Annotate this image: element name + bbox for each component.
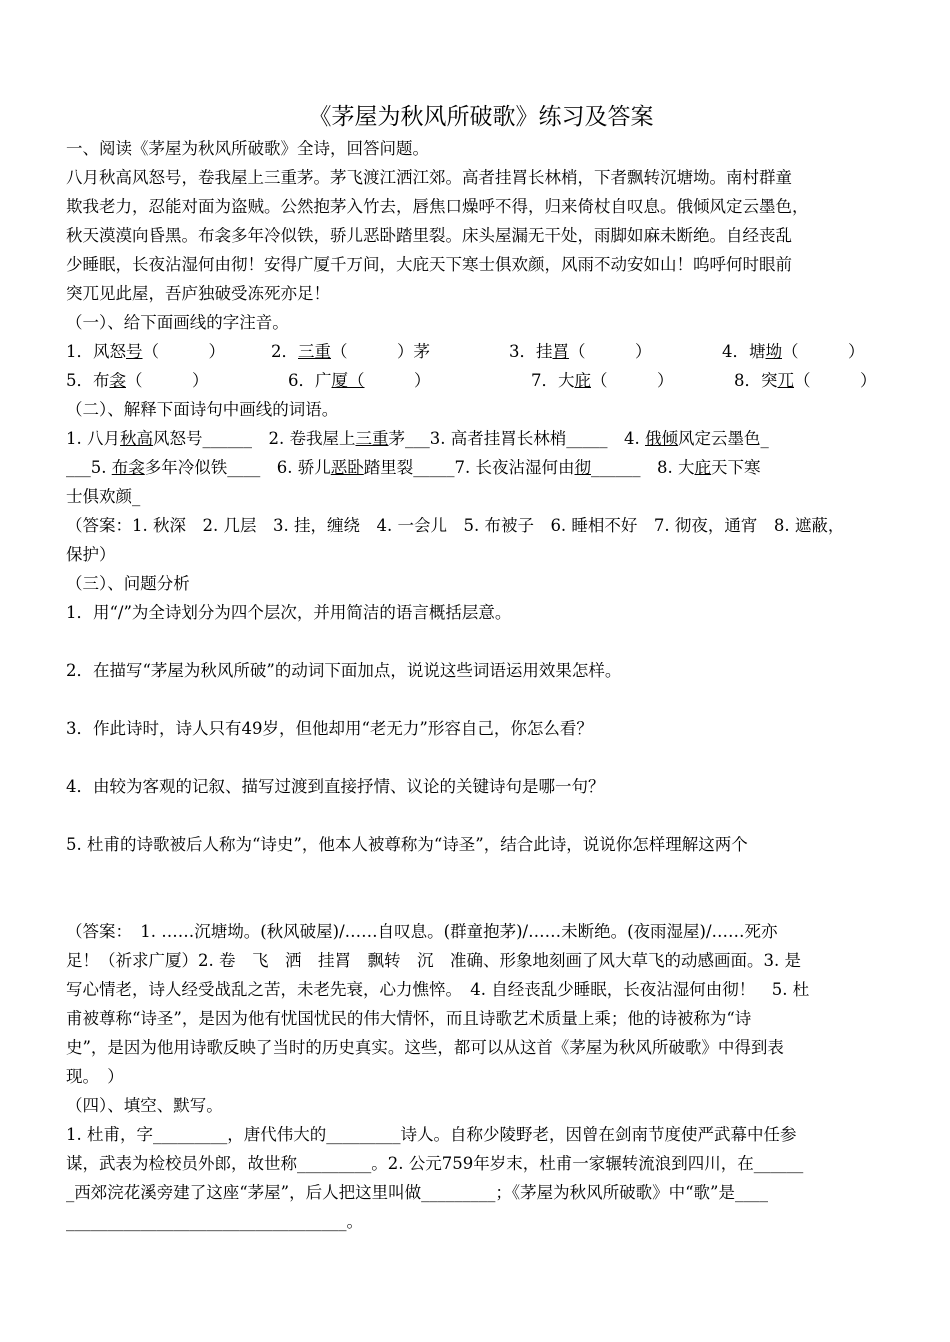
answer-text: 史”，是因为他用诗歌反映了当时的历史真实。这些，都可以从这首《茅屋为秋风所破歌》中得到表 [66,1038,784,1057]
question-text: 4．塘 [722,342,766,361]
underlined-word: 庇 [694,458,711,477]
fill-line[interactable]: 谋，武表为检校员外郎，故世称_________。2. 公元759年岁末，杜甫一家辗转流浪到四川，在______ [66,1154,804,1173]
fill-line[interactable]: 1. 杜甫，字_________，唐代伟大的_________诗人。自称少陵野老，因曾在剑南节度使严武幕中任参 [66,1125,797,1144]
answer-text: （答案： 1. ……沉塘坳。(秋风破屋)/……自叹息。(群童抱茅)/……未断绝。(夜雨湿屋)/……死亦 [66,922,778,941]
answer-text: 保护） [66,545,116,564]
answer-text: 现。 ） [66,1067,124,1086]
answer-space[interactable] [66,859,896,917]
answer-blank[interactable]: （ ） [126,371,209,390]
answer-blank[interactable]: 茅___ [388,429,430,448]
poem-line: 欺我老力，忍能对面为盗贼。公然抱茅入竹去，唇焦口燥呼不得，归来倚杖自叹息。俄倾风定云墨色， [66,197,809,216]
question-text: 2． [271,342,298,361]
answer-space[interactable] [66,801,896,830]
answer-blank[interactable]: （ ）茅 [331,342,430,361]
underlined-word: 彻 [574,458,591,477]
part2-heading: （二）、解释下面诗句中画线的词语。 [66,400,339,419]
answer-blank[interactable]: 多年冷似铁____ [144,458,277,477]
underlined-char: 三重 [298,342,331,361]
pinyin-question-6 [288,366,531,395]
answer-blank[interactable]: ______ [591,458,657,477]
answer-blank[interactable]: 风定云墨色_ [678,429,769,448]
question-text: 4. [624,429,645,448]
answer-blank[interactable]: 风怒号______ [153,429,269,448]
underlined-char: 庇 [574,371,591,390]
answer-blank[interactable]: （ ） [569,342,652,361]
answer-blank[interactable]: ） [364,371,431,390]
answer-blank[interactable]: 踏里裂_____ [363,458,455,477]
question-text: 6．广 [288,371,332,390]
answer-text: 甫被尊称“诗圣”，是因为他有忧国忧民的伟大情怀，而且诗歌艺术质量上乘；他的诗被称为“诗 [66,1009,752,1028]
question-text: 7．大 [531,371,575,390]
question-text: 8．突 [734,371,778,390]
poem-line: 八月秋高风怒号，卷我屋上三重茅。茅飞渡江洒江郊。高者挂罥长林梢，下者飘转沉塘坳。南村群童 [66,168,792,187]
pinyin-question-4 [722,337,865,366]
question-item: 4．由较为客观的记叙、描写过渡到直接抒情、议论的关键诗句是哪一句？ [66,777,605,796]
fill-in-block [66,1120,896,1236]
poem-line: 秋天漠漠向昏黑。布衾多年冷似铁，骄儿恶卧踏里裂。床头屋漏无干处，雨脚如麻未断绝。自经丧乱 [66,226,792,245]
fill-line[interactable]: __________________________________。 [66,1212,363,1231]
answer-text: 足！（祈求广厦）2. 卷 飞 洒 挂罥 飘转 沉 准确、形象地刻画了风大草飞的动感画面。3. 是 [66,951,801,970]
pinyin-question-2 [271,337,509,366]
answer-text: 写心情老，诗人经受战乱之苦，未老先衰，心力憔悴。 4. 自经丧乱少睡眠，长夜沾湿何由彻！ 5. 杜 [66,980,810,999]
underlined-char: 衾 [109,371,126,390]
answer-blank[interactable]: （ ） [794,371,877,390]
question-text: 7. 长夜沾湿何由 [454,458,575,477]
underlined-word: 俄倾 [645,429,678,448]
pinyin-row-1 [66,337,896,366]
question-text: ___5. [66,458,112,477]
underlined-word: 三重 [355,429,389,448]
question-item: 1．用“/”为全诗划分为四个层次，并用简洁的语言概括层意。 [66,603,512,622]
pinyin-question-1 [66,337,271,366]
question-text: 6. 骄儿 [276,458,331,477]
answer-blank[interactable]: （ ） [591,371,674,390]
fill-line[interactable]: _西郊浣花溪旁建了这座“茅屋”，后人把这里叫做_________；《茅屋为秋风所破歌》中“歌”是____ [66,1183,768,1202]
answer-space[interactable] [66,743,896,772]
answer-text: （答案：1. 秋深 2. 几层 3. 挂，缠绕 4. 一会儿 5. 布被子 6. 睡相不好 7. 彻夜，通宵 8. 遮蔽， [66,516,845,535]
answer-block [66,917,896,1091]
part1-heading: （一）、给下面画线的字注音。 [66,313,289,332]
underlined-char: 号 [126,342,143,361]
part4-heading: （四）、填空、默写。 [66,1096,223,1115]
question-text: 5．布 [66,371,110,390]
underlined-char: 兀 [777,371,794,390]
pinyin-question-3 [509,337,722,366]
question-text: 3．挂 [509,342,553,361]
explain-line-3[interactable]: 士俱欢颜_ [66,487,141,506]
question-item: 2．在描写“茅屋为秋风所破”的动词下面加点，说说这些词语运用效果怎样。 [66,661,622,680]
pinyin-question-8 [734,366,877,395]
section1-heading: 一、阅读《茅屋为秋风所破歌》全诗，回答问题。 [66,139,429,158]
explain-line-2 [66,453,896,482]
question-text: 1．风怒 [66,342,126,361]
question-text: 2. 卷我屋上 [268,429,356,448]
underlined-word: 布衾 [111,458,145,477]
underlined-char: 坳 [765,342,782,361]
question-text: 8. 大 [657,458,695,477]
answer-blank[interactable]: （ ） [142,342,225,361]
underlined-char: 厦（ [331,371,365,390]
pinyin-question-7 [531,366,734,395]
question-item: 3．作此诗时，诗人只有49岁，但他却用“老无力”形容自己，你怎么看？ [66,719,593,738]
poem-line: 少睡眠，长夜沾湿何由彻！安得广厦千万间，大庇天下寒士俱欢颜，风雨不动安如山！呜呼何时眼前 [66,255,792,274]
page-title: 《茅屋为秋风所破歌》练习及答案 [308,104,654,130]
underlined-char: 罥 [552,342,569,361]
question-text: 1. 八月 [66,429,120,448]
pinyin-row-2 [66,366,896,395]
explain-line-1 [66,424,896,453]
underlined-word: 秋高 [120,429,153,448]
question-text: 天下寒 [711,458,761,477]
poem-line: 突兀见此屋，吾庐独破受冻死亦足！ [66,284,330,303]
part3-heading: （三）、问题分析 [66,574,190,593]
poem-text [66,163,896,308]
pinyin-question-5 [66,366,288,395]
question-text: 3. 高者挂罥长林梢_____ [429,429,624,448]
question-item: 5. 杜甫的诗歌被后人称为“诗史”，他本人被尊称为“诗圣”，结合此诗，说说你怎样理解这两个 [66,835,748,854]
answer-space[interactable] [66,627,896,656]
underlined-word: 恶卧 [330,458,364,477]
answer-space[interactable] [66,685,896,714]
answer-blank[interactable]: （ ） [782,342,865,361]
document-page [66,100,896,1236]
